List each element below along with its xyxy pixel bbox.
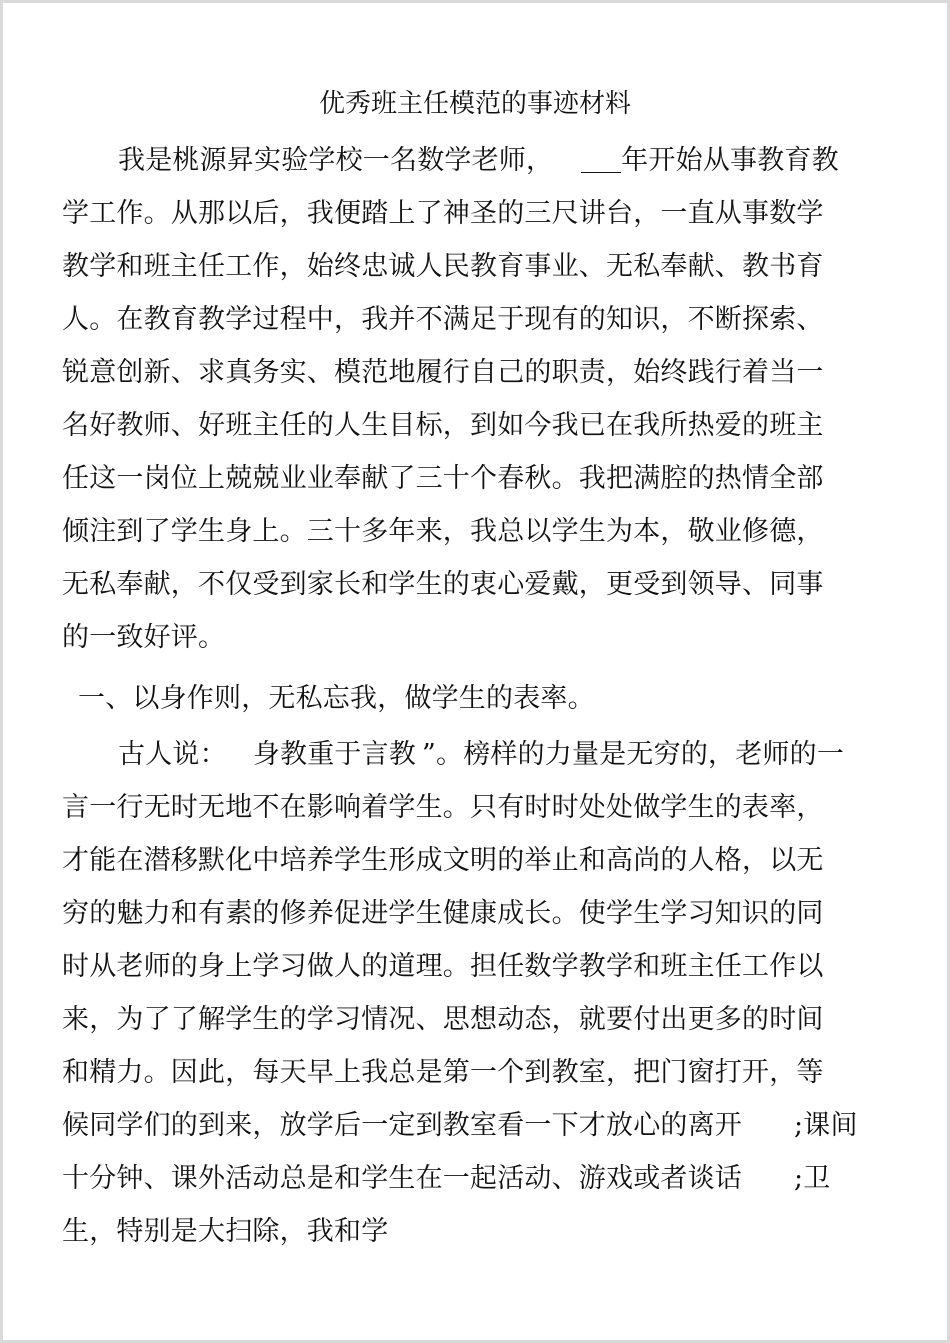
paragraph-line: 的一致好评。	[62, 622, 226, 653]
text-span: ”。榜样的力量是无穷的，老师的一	[422, 739, 845, 770]
paragraph-line: 无私奉献，不仅受到家长和学生的衷心爱戴，更受到领导、同事	[62, 569, 824, 600]
text-span: 身教重于言教	[252, 739, 417, 770]
text-span: ;卫	[794, 1163, 831, 1194]
paragraph-line	[118, 737, 844, 773]
page-border	[0, 0, 950, 3]
paragraph-line: 才能在潜移默化中培养学生形成文明的举止和高尚的人格，以无	[62, 845, 824, 876]
paragraph-line: 人。在教育教学过程中，我并不满足于现有的知识，不断探索、	[62, 304, 824, 335]
paragraph-line	[118, 143, 839, 179]
section-heading: 一、以身作则，无私忘我，做学生的表率。	[78, 683, 595, 714]
paragraph-line: 穷的魅力和有素的修养促进学生健康成长。使学生学习知识的同	[62, 898, 824, 929]
document-title: 优秀班主任模范的事迹材料	[318, 89, 631, 119]
paragraph-line: 生，特别是大扫除，我和学	[62, 1216, 389, 1247]
paragraph-line: 教学和班主任工作，始终忠诚人民教育事业、无私奉献、教书育	[62, 251, 824, 282]
paragraph-line: 学工作。从那以后，我便踏上了神圣的三尺讲台，一直从事数学	[62, 198, 824, 229]
paragraph-line: 和精力。因此，每天早上我总是第一个到教室，把门窗打开，等	[62, 1057, 824, 1088]
text-span: 候同学们的到来，放学后一定到教室看一下才放心的离开	[62, 1110, 742, 1141]
paragraph-line: 倾注到了学生身上。三十多年来，我总以学生为本，敬业修德，	[62, 516, 824, 547]
text-span: ;课间	[794, 1110, 858, 1141]
paragraph-line: 来，为了了解学生的学习情况、思想动态，就要付出更多的时间	[62, 1004, 824, 1035]
blank-underline	[581, 144, 621, 173]
page-border	[0, 0, 3, 1343]
text-span: 十分钟、课外活动总是和学生在一起活动、游戏或者谈话	[62, 1163, 742, 1194]
paragraph-line: 锐意创新、求真务实、模范地履行自己的职责，始终践行着当一	[62, 357, 824, 388]
paragraph-line: 时从老师的身上学习做人的道理。担任数学教学和班主任工作以	[62, 951, 824, 982]
text-span: 古人说：	[118, 739, 227, 770]
paragraph-line	[62, 1161, 831, 1197]
paragraph-line: 任这一岗位上兢兢业业奉献了三十个春秋。我把满腔的热情全部	[62, 463, 824, 494]
paragraph-line	[62, 1108, 858, 1144]
text-span: 年开始从事教育教	[621, 145, 839, 176]
paragraph-line: 名好教师、好班主任的人生目标，到如今我已在我所热爱的班主	[62, 410, 824, 441]
text-span: 我是桃源昇实验学校一名数学老师，	[118, 145, 554, 176]
paragraph-line: 言一行无时无地不在影响着学生。只有时时处处做学生的表率，	[62, 792, 824, 823]
